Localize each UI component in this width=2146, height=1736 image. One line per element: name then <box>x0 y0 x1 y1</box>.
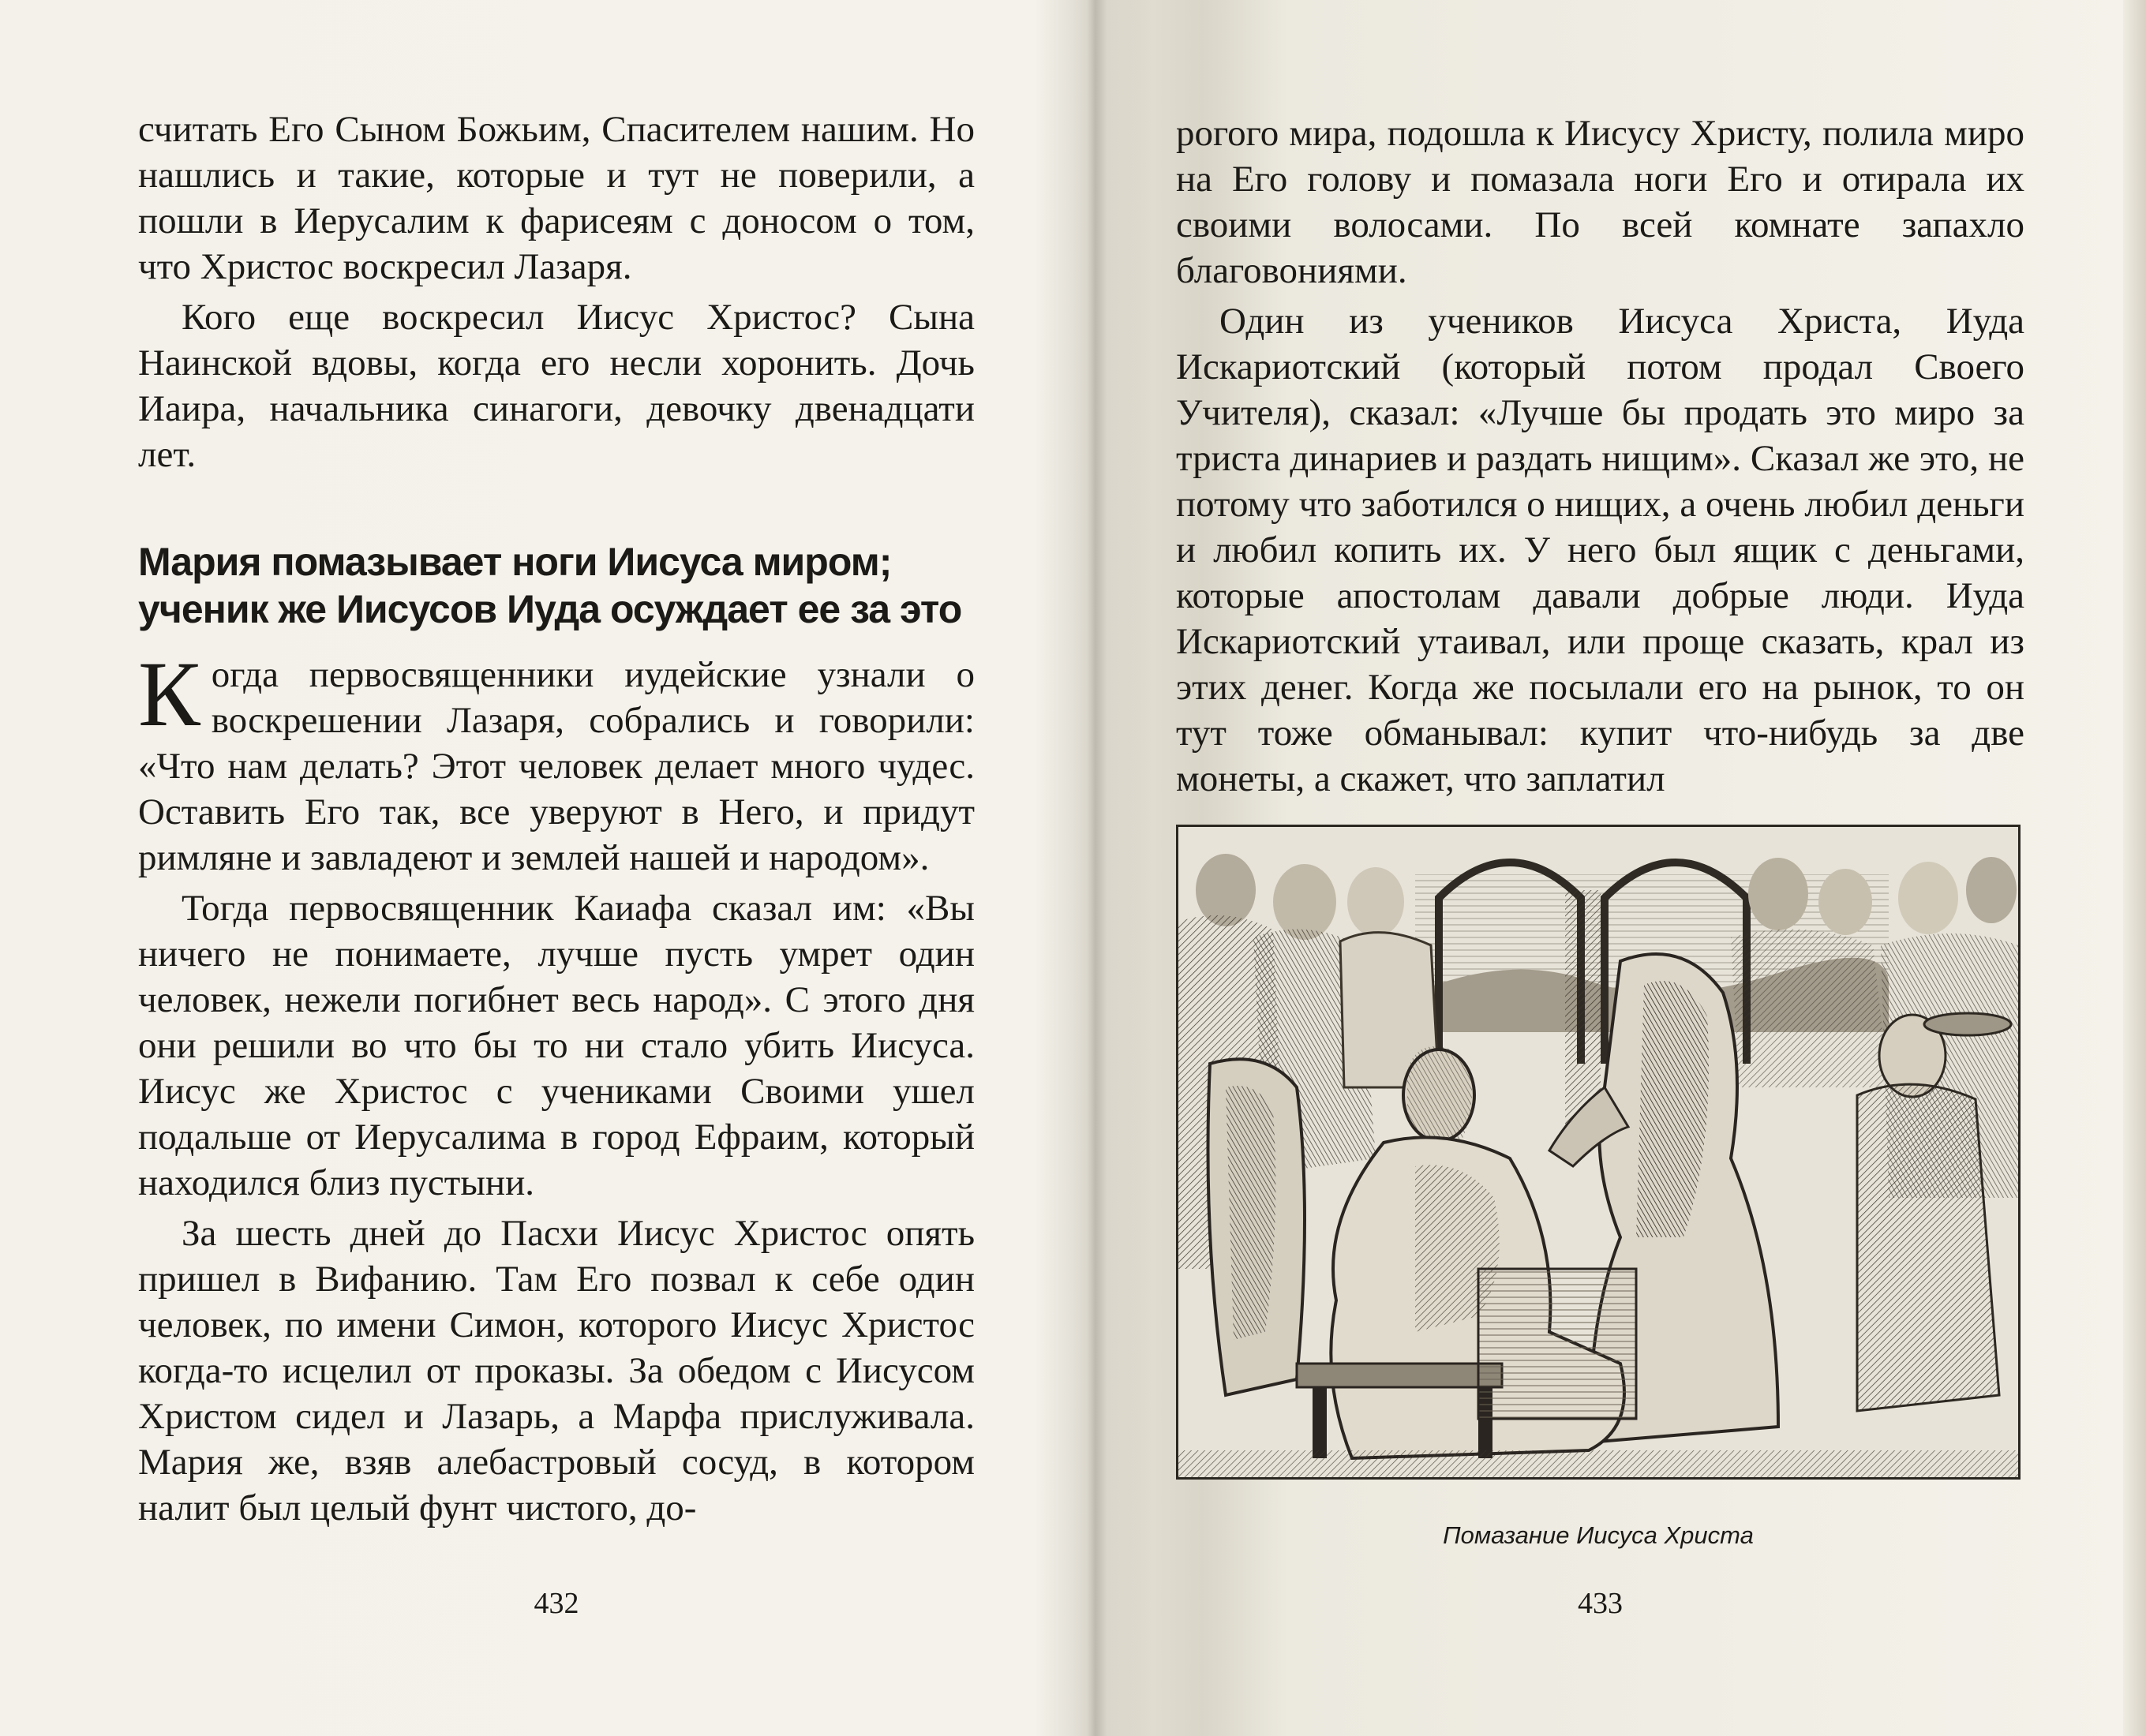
left-top-text <box>138 107 975 477</box>
paragraph: За шесть дней до Пасхи Иисус Христос опять пришел в Вифанию. Там Его позвал к себе один человек, по имени Симон, которого Иисус Христос когда-то исцелил от проказы. За обедом с Иисусом Христом сидел и Лазарь, а Марфа прислуживала. Мария же, взяв алебастровый сосуд, в котором налит был целый фунт чистого, до- <box>138 1213 975 1528</box>
paragraph: считать Его Сыном Божьим, Спасителем нашим. Но нашлись и такие, которые и тут не поверили, а пошли в Иерусалим к фарисеям с доносом о том, что Христос воскресил Лазаря. <box>138 109 975 287</box>
book-gutter <box>1034 0 1152 1736</box>
paragraph: Один из учеников Иисуса Христа, Иуда Искариотский (который потом продал Своего Учителя), сказал: «Лучше бы продать это миро за триста динариев и раздать нищим». Сказал же это, не потому что заботился о нищих, а очень любил деньги и любил копить их. У него был ящик с деньгами, которые апостолам давали добрые люди. Иуда Искариотский утаивал, или проще сказать, крал из этих денег. Когда же посылали его на рынок, то он тут тоже обманывал: купит что-нибудь за две монеты, а скажет, что заплатил <box>1176 301 2024 799</box>
engraving-illustration <box>1176 825 2021 1480</box>
left-page <box>138 0 975 1736</box>
left-body-text <box>138 642 975 1531</box>
paragraph: Кого еще воскресил Иисус Христос? Сына Наинской вдовы, когда его несли хоронить. Дочь Иаира, начальника синагоги, девочку двенадцати лет. <box>138 297 975 475</box>
paragraph: рогого мира, подошла к Иисусу Христу, полила миро на Его голову и помазала ноги Его и отирала их своими волосами. По всей комнате запахло благовониями. <box>1176 113 2024 291</box>
anointing-engraving-image <box>1178 827 2018 1477</box>
right-page <box>1176 0 2024 1736</box>
first-paragraph-text: огда первосвященники иудейские узнали о воскрешении Лазаря, собрались и говорили: «Что нам делать? Этот человек делает много чудес. Оставить Его так, все уверуют в Него, и придут римляне и завладеют и землей нашей и народом». <box>138 654 975 878</box>
page-edge <box>2123 0 2146 1736</box>
paragraph <box>138 642 975 881</box>
page-number: 433 <box>1578 1587 1623 1620</box>
page-number: 432 <box>534 1587 579 1620</box>
figure-caption: Помазание Иисуса Христа <box>1443 1521 1754 1549</box>
paragraph: Тогда первосвященник Каиафа сказал им: «Вы ничего не понимаете, лучше пусть умрет один человек, нежели погибнет весь народ». С этого дня они решили во что бы то ни стало убить Иисуса. Иисус же Христос с учениками Своими ушел подальше от Иерусалима в город Ефраим, который находился близ пустыни. <box>138 888 975 1203</box>
right-top-text <box>1176 110 2024 802</box>
section-heading: Мария помазывает ноги Иисуса миром; ученик же Иисусов Иуда осуждает ее за это <box>138 540 962 631</box>
drop-cap: К <box>138 642 200 746</box>
